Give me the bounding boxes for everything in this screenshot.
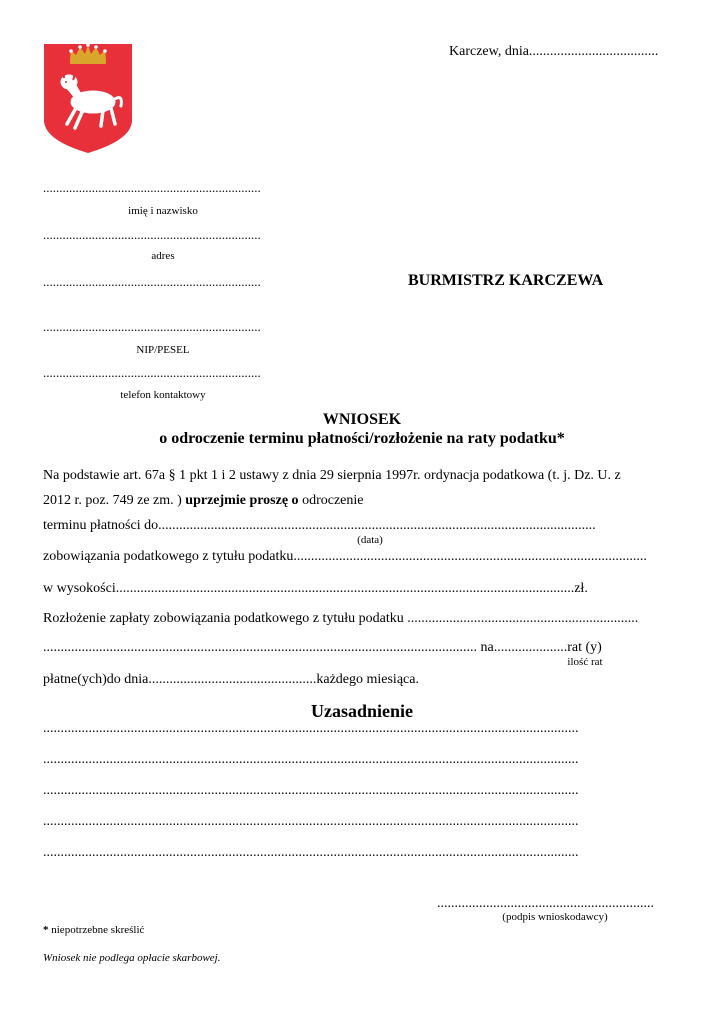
phone-label: telefon kontaktowy	[120, 389, 206, 401]
phone-field[interactable]: ...................................................................	[43, 365, 261, 380]
footnote-text: niepotrzebne skreślić	[51, 924, 145, 936]
footnote-star: *	[43, 924, 52, 936]
justification-line[interactable]: .........................................................................................................................................................	[43, 752, 579, 767]
name-label: imię i nazwisko	[128, 205, 198, 217]
justification-line[interactable]: .........................................................................................................................................................	[43, 814, 579, 829]
signature-field[interactable]: ..............................................................	[437, 896, 654, 911]
place-date-line[interactable]: Karczew, dnia.....................................	[449, 44, 659, 59]
obligation-field[interactable]: zobowiązania podatkowego z tytułu podatku.....................................................................................................	[43, 549, 647, 564]
address-label: adres	[151, 250, 175, 262]
nip-label: NIP/PESEL	[136, 344, 190, 356]
legal-basis-line-2	[43, 491, 363, 511]
document-subtitle: o odroczenie terminu płatności/rozłożenie na raty podatku*	[159, 430, 565, 447]
installment-count-field[interactable]: ............................................................................................................................ na.....................rat (y)	[43, 640, 602, 655]
address-field-1[interactable]: ...................................................................	[43, 227, 261, 242]
payable-date-field[interactable]: płatne(ych)do dnia................................................każdego miesiąca.	[43, 672, 419, 687]
address-field-2[interactable]: ...................................................................	[43, 274, 261, 289]
addressee: BURMISTRZ KARCZEWA	[408, 272, 604, 289]
deadline-field[interactable]: terminu płatności do.............................................................................................................................	[43, 518, 596, 533]
request-object: odroczenie	[298, 493, 364, 508]
signature-label: (podpis wnioskodawcy)	[502, 911, 608, 923]
count-label: ilość rat	[567, 656, 603, 668]
request-phrase: uprzejmie proszę o	[185, 493, 299, 508]
document-title: WNIOSEK	[322, 411, 402, 428]
date-label: (data)	[357, 534, 383, 546]
fee-note: Wniosek nie podlega opłacie skarbowej.	[43, 952, 221, 964]
legal-basis-line-1: Na podstawie art. 67a § 1 pkt 1 i 2 ustawy z dnia 29 sierpnia 1997r. ordynacja podatkowa (t. j. Dz. U. z	[43, 468, 621, 483]
nip-field[interactable]: ...................................................................	[43, 319, 261, 334]
footnote	[43, 924, 144, 936]
name-field[interactable]: ...................................................................	[43, 180, 261, 195]
justification-heading: Uzasadnienie	[310, 701, 413, 721]
amount-field[interactable]: w wysokości...................................................................................................................................zł.	[43, 581, 588, 596]
karczew-coat-of-arms-icon	[43, 42, 133, 154]
legal-basis-text: 2012 r. poz. 749 ze zm. )	[43, 493, 186, 508]
justification-line[interactable]: .........................................................................................................................................................	[43, 721, 579, 736]
installment-tax-field[interactable]: Rozłożenie zapłaty zobowiązania podatkowego z tytułu podatku ..................................................................	[43, 611, 639, 626]
justification-line[interactable]: .........................................................................................................................................................	[43, 845, 579, 860]
justification-line[interactable]: .........................................................................................................................................................	[43, 783, 579, 798]
